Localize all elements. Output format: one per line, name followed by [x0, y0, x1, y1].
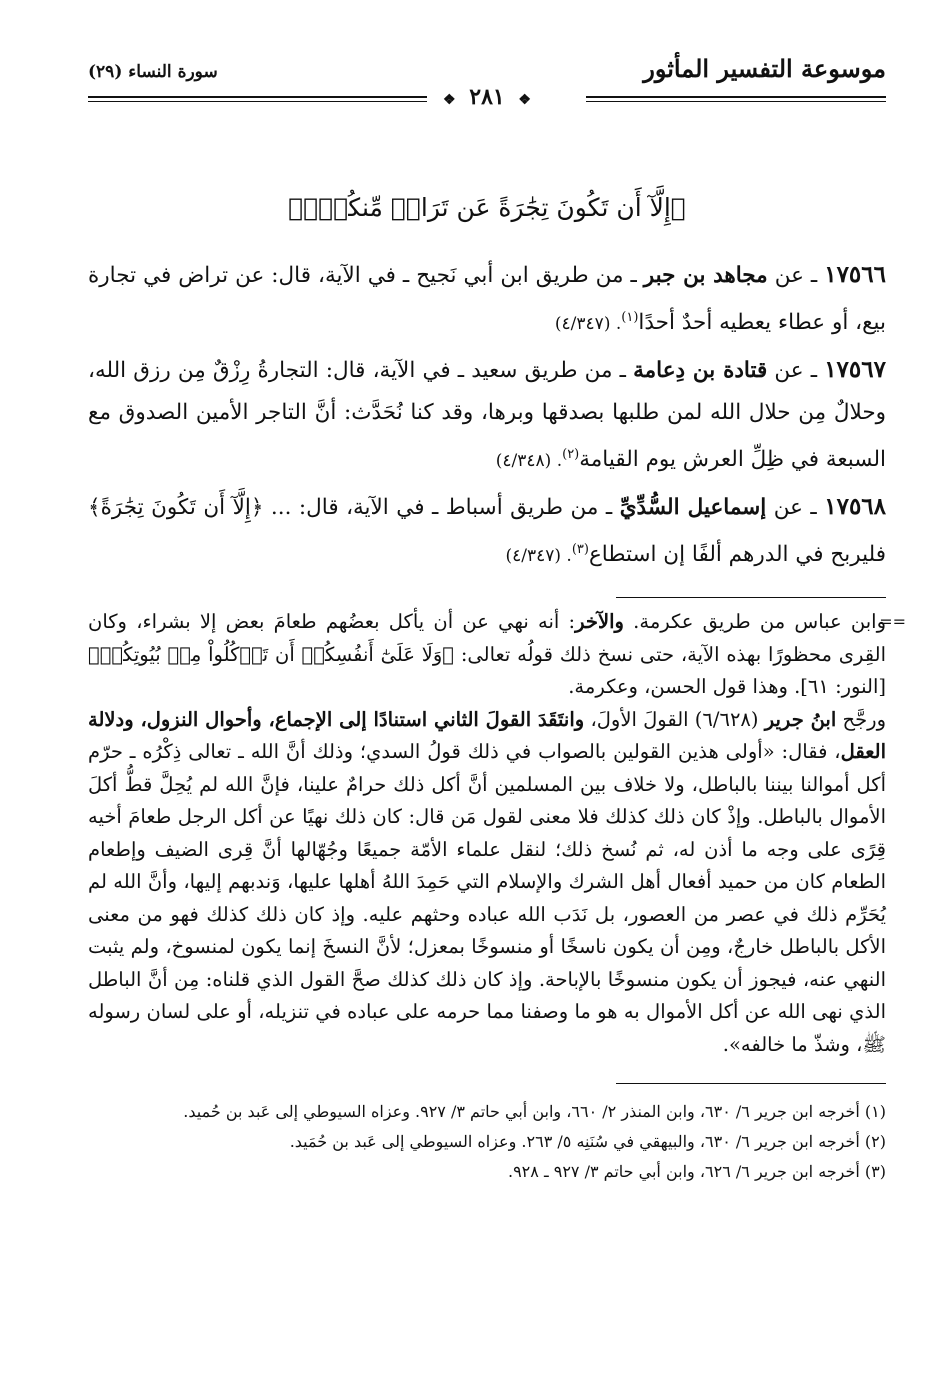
entry-text: ـ من طريق ابن أبي نَجيح ـ في الآية، قال: عن تراض في تجارة بيع، أو عطاء يعطيه أحدٌ أحدًا [88, 263, 886, 336]
entry-number: ١٧٥٦٨ [824, 493, 887, 521]
entry-prefix: ـ عن [767, 263, 825, 288]
narration-entry [88, 486, 886, 577]
continuation-marker: == [879, 612, 906, 632]
page-number-wrap [88, 84, 886, 110]
commentary-text: (٦/٦٢٨) القولَ الأولَ، [584, 707, 765, 731]
narrator-name: إسماعيل السُّدِّيِّ [619, 495, 767, 521]
commentary-text: ، فقال: «أولى هذين القولين بالصواب في ذلك قولُ السدي؛ وذلك أنَّ الله ـ تعالى ذِكْرُه ـ حرّم أكل أموالنا بيننا بالباطل، ولا خلاف بين المسلمين أنَّ أكل ذلك حرامٌ علينا، فإنَّ الله لم يُحِلَّ قطُّ أكلَ الأموال بالباطل. وإذْ كان ذلك كذلك فلا معنى لقول مَن قال: كان ذلك نهيًا عن أكل الرجل طعامَ أخيه قِرًى على وجه ما أذن له، ثم نُسخ ذلك؛ لنقل علماء الأمّة جميعًا وجُهّالها أنَّ قِرى الضيف وإطعام الطعام كان من حميد أفعال أهل الشرك والإسلام التي حَمِدَ اللهُ أهلها عليها، وَندبهم إليها، وأنَّ الله لم يُحَرِّم ذلك في عصر من العصور، بل نَدَب الله عباده وحثهم عليه. وإذ كان ذلك كذلك فهو من معنى الأكل بالباطل خارجٌ، ومِن أن يكون ناسخًا أو منسوخًا بمعزل؛ لأنَّ النسخَ إنما يكون لمنسوخ، ولم يثبت النهي عنه، فيجوز أن يكون منسوخًا بالإباحة. وإذ كان ذلك كذلك صحَّ القول الذي قلناه: مِن أنَّ الباطل الذي نهى الله عن أكل الأموال به هو ما وصفنا مما حرمه على عباده في تنزيله، أو على لسان رسوله ﷺ، وشذّ ما خالفه». [88, 740, 886, 1056]
entry-prefix: ـ عن [767, 358, 825, 384]
narrator-name: مجاهد بن جبر [643, 263, 768, 288]
footnote-item: (٢) أخرجه ابن جرير ٦/ ٦٣٠، والبيهقي في سُنَنِه ٥/ ٢٦٣. وعزاه السيوطي إلى عَبد بن حُمَيد. [289, 1132, 886, 1152]
footnote-divider [616, 1083, 886, 1084]
commentary-bold: وانتَقَدَ القولَ الثاني استنادًا إلى الإجماع، وأحوال النزول، ودلالة العقل [88, 707, 886, 764]
commentary-bold: والآخر [575, 610, 624, 634]
commentary-text: ورجَّح [836, 707, 886, 731]
commentary-paragraph [88, 606, 886, 704]
narrator-name: قتادة بن دِعامة [633, 358, 768, 384]
entry-number: ١٧٥٦٦ [824, 261, 886, 288]
commentary-text: : أنه نهي عن أن يأكل بعضُهم طعامَ بعض إلا بشراء، وكان القِرى محظورًا بهذه الآية، حتى نسخ ذلك قولُه تعالى: ﴿وَلَا عَلَىٰٓ أَنفُسِكُمۡ أَن تَأۡكُلُواْ مِنۢ بُيُوتِكُمۡ﴾ [النور: ٦١]. وهذا قول الحسن، وعكرمة. [88, 610, 886, 699]
narration-entry [88, 254, 886, 345]
ornament-icon: ❖ [518, 92, 531, 108]
entry-text: ـ من طريق سعيد ـ في الآية، قال: التجارةُ رِزْقٌ مِن رزق الله، وحلالٌ مِن حلال الله لمن طلبها بصدقها وبرها، وقد كنا نُحَدَّث: أنَّ التاجر الأمين الصدوق مع السبعة في ظِلِّ العرش يوم القيامة [88, 358, 886, 473]
page-number-box [427, 84, 547, 110]
entry-text: ـ من طريق أسباط ـ في الآية، قال: ... ﴿إِلَّآ أَن تَكُونَ تِجَٰرَةً﴾ فليربح في الدرهم ألفًا إن استطاع [88, 495, 886, 568]
surah-title: سورة النساء (٢٩) [88, 62, 218, 82]
footnotes [88, 1098, 886, 1186]
page-header [88, 40, 886, 110]
volume-reference: . (٤/٣٤٨) [495, 451, 563, 472]
narration-entry [88, 349, 886, 482]
footnote-marker: (٣) [571, 542, 589, 558]
footnote-item: (٣) أخرجه ابن جرير ٦/ ٦٢٦، وابن أبي حاتم ٣/ ٩٢٧ ـ ٩٢٨. [507, 1162, 886, 1182]
ornament-icon: ❖ [443, 92, 456, 108]
book-title: موسوعة التفسير المأثور [643, 54, 886, 83]
footnote-item: (١) أخرجه ابن جرير ٦/ ٦٣٠، وابن المنذر ٢/ ٦٦٠، وابن أبي حاتم ٣/ ٩٢٧. وعزاه السيوطي إلى عَبد بن حُميد. [183, 1102, 886, 1122]
section-divider [616, 597, 886, 598]
commentary-block [88, 606, 906, 1061]
footnote-marker: (٢) [562, 447, 580, 463]
page [88, 40, 906, 1188]
page-number: ٢٨١ [469, 84, 505, 110]
commentary-text: وابن عباس من طريق عكرمة. [623, 610, 886, 634]
volume-reference: . (٤/٣٤٧) [505, 546, 572, 567]
narration-list [88, 254, 886, 577]
ayah-heading: ﴿إِلَّآ أَن تَكُونَ تِجَٰرَةً عَن تَرَاضٖ مِّنكُمۡۚ﴾ [288, 193, 686, 222]
entry-prefix: ـ عن [766, 495, 825, 521]
commentary-paragraph [88, 704, 886, 1062]
commentary-bold: ابنُ جرير [764, 707, 837, 731]
entry-number: ١٧٥٦٧ [824, 356, 886, 384]
footnote-marker: (١) [621, 310, 639, 325]
volume-reference: . (٤/٣٤٧) [554, 314, 622, 335]
